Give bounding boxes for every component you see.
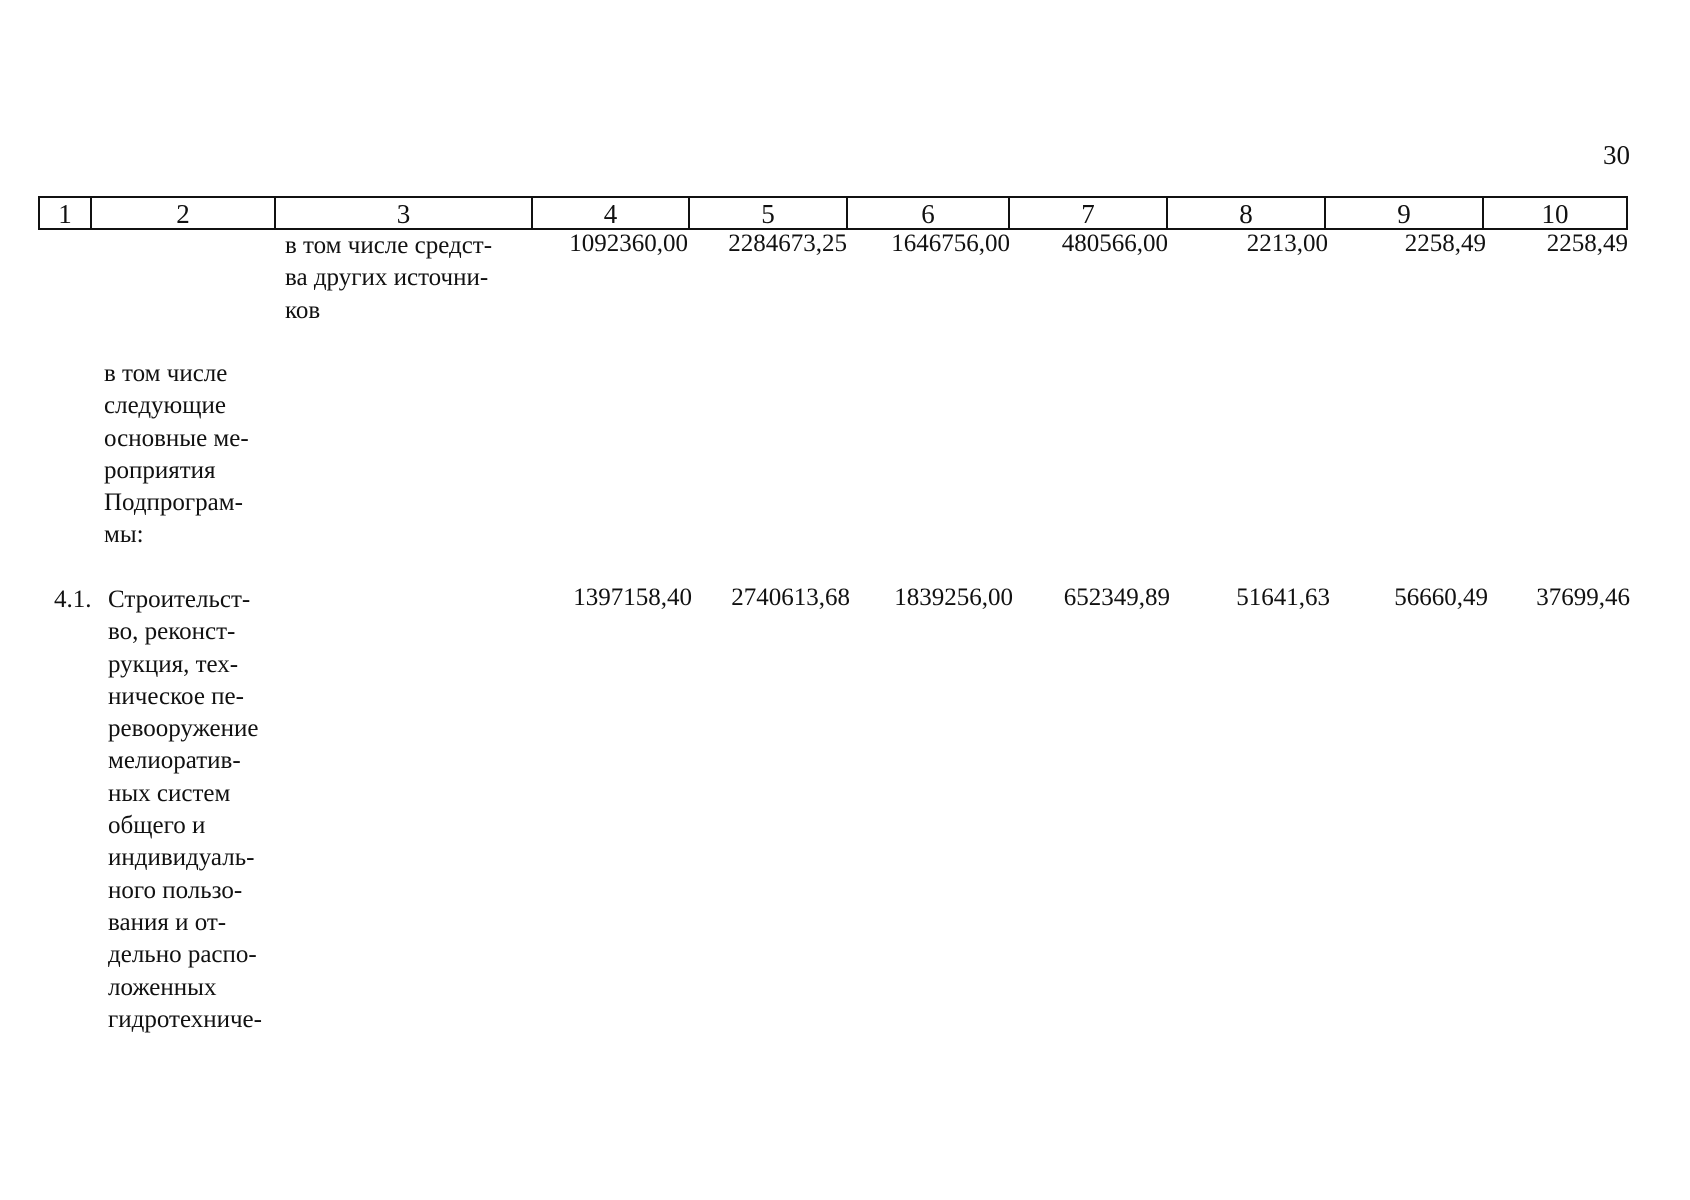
table-header-row (38, 196, 1628, 230)
row-4-1-number: 4.1. (54, 586, 92, 613)
header-col-2: 2 (92, 198, 276, 228)
label-line: основные ме- (104, 424, 249, 452)
label-line: мелиоратив- (108, 747, 241, 775)
label-line: общего и (108, 812, 206, 840)
label-line: ревооружение (108, 715, 259, 743)
label-line: вания и от- (108, 908, 227, 936)
row-4-1-col-6: 1839256,00 (894, 584, 1013, 611)
other-sources-col-6: 1646756,00 (891, 230, 1010, 257)
header-col-7: 7 (1010, 198, 1168, 228)
label-line: следующие (104, 392, 226, 420)
row-4-1-col-5: 2740613,68 (731, 584, 850, 611)
other-sources-col-4: 1092360,00 (569, 230, 688, 257)
label-line: Подпрограм- (104, 489, 243, 517)
other-sources-col-8: 2213,00 (1246, 230, 1328, 257)
label-line: гидротехниче- (108, 1005, 262, 1033)
row-4-1-col-7: 652349,89 (1063, 584, 1170, 611)
row-4-1-col-9: 56660,49 (1394, 584, 1488, 611)
label-line: ложенных (108, 973, 217, 1001)
header-col-10: 10 (1541, 199, 1569, 229)
header-col-5: 5 (690, 198, 848, 228)
other-sources-col-5: 2284673,25 (728, 230, 847, 257)
label-line: роприятия (104, 456, 216, 484)
label-line: рукция, тех- (108, 650, 239, 678)
other-sources-label (285, 230, 525, 327)
header-col-9: 9 (1326, 198, 1484, 228)
header-col-3: 3 (276, 198, 533, 228)
row-4-1-col-4: 1397158,40 (573, 584, 692, 611)
header-col-6: 6 (848, 198, 1010, 228)
label-line: ва других источни- (285, 264, 489, 292)
label-line: во, реконст- (108, 618, 236, 646)
row-4-1-col-8: 51641,63 (1236, 584, 1330, 611)
label-line: Строительст- (108, 586, 251, 613)
label-line: в том числе (104, 360, 228, 387)
label-line: дельно распо- (108, 941, 257, 969)
row-4-1-col-10: 37699,46 (1536, 584, 1630, 611)
label-line: ных систем (108, 779, 231, 807)
label-line: ного пользо- (108, 876, 243, 904)
header-col-4: 4 (533, 198, 690, 228)
row-4-1-label (108, 584, 283, 1036)
main-activities-label (104, 358, 277, 552)
page-number: 30 (1603, 140, 1630, 170)
label-line: ническое пе- (108, 682, 244, 710)
header-col-8: 8 (1168, 198, 1326, 228)
label-line: мы: (104, 521, 144, 549)
other-sources-col-10: 2258,49 (1546, 230, 1628, 257)
label-line: ков (285, 296, 321, 324)
other-sources-col-9: 2258,49 (1404, 230, 1486, 257)
label-line: в том числе средст- (285, 232, 493, 259)
label-line: индивидуаль- (108, 844, 255, 872)
header-col-1: 1 (40, 198, 92, 228)
other-sources-col-7: 480566,00 (1061, 230, 1168, 257)
